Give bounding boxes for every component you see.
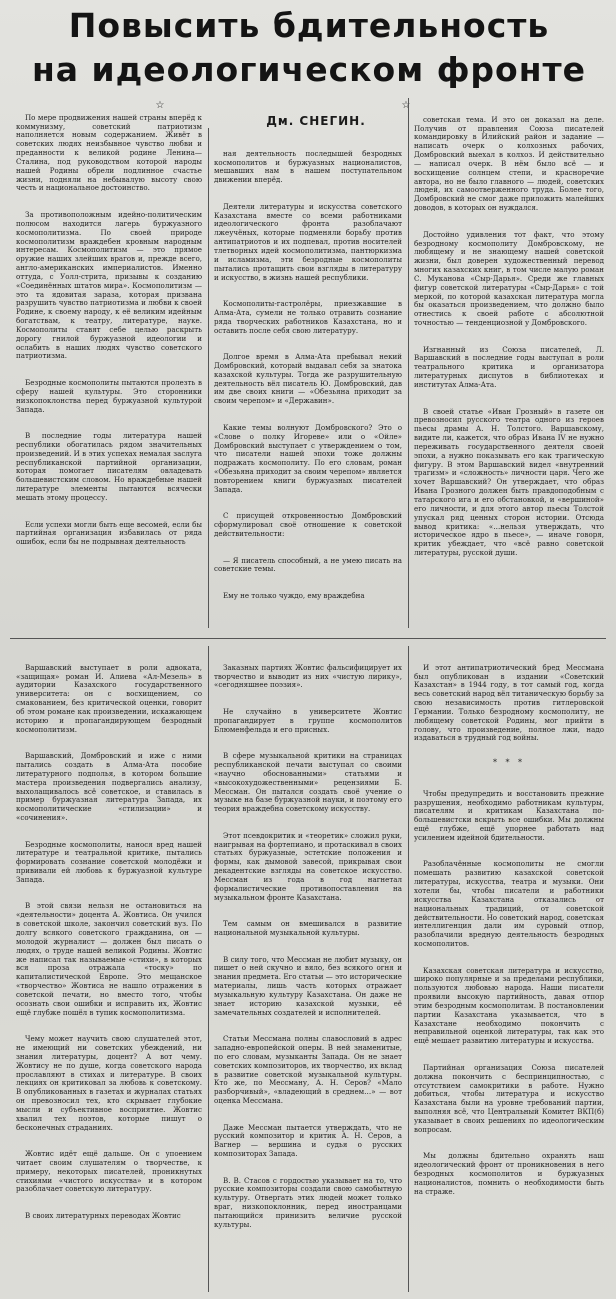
- headline-line-1: Повысить бдительность: [68, 6, 550, 45]
- column-bottom-right-upper: [414, 646, 607, 754]
- paragraph: Даже Мессман пытается утверждать, что не русский композитор и критик А. Н. Серов, а Вагнер — вершина и судья о русских композиторах Запада.: [214, 1122, 405, 1159]
- paragraph: В сфере музыкальной критики на страницах республиканской печати выступал со своими «научно обоснованными» статьями и «высокохудожественными» рецензиями Б. Мессман. Он пытался создать своё учение о музыке на базе буржуазной науки, и поэтому его теория враждебна советскому искусству.: [214, 751, 405, 814]
- paragraph: Мы должны бдительно охранять наш идеологический фронт от проникновения в него безродных космополитов и буржуазных националистов, помнить о необходимости быть на страже.: [414, 1151, 607, 1196]
- star-ornament-right: ☆: [401, 100, 411, 111]
- paragraph: Не случайно в университете Жовтис пропагандирует в группе космополитов Блюменфельда и его присных.: [214, 706, 405, 734]
- paragraph: Варшавский выступает в роли адвоката, «защищая» роман И. Алиева «Ал-Мезель» в аудитории Казахского государственного университета: он с восхищением, со смакованием, без критической оценки, говорит об этом романе как произведении, искажающем историю и пропагандирующем безродный космополитизм.: [16, 662, 205, 734]
- paragraph: Варшавский, Домбровский и иже с ними пытались создать в Алма-Ата пособие литературного подполья, в котором большие мастера произведения подвергались анализу, выхолащивалось всё советское, и ставилась в пример буржуазная литература Запада, их космополитические «стилизации» и «сочинения».: [16, 751, 205, 823]
- paragraph: Чему может научить свою слушателей этот, не имеющий ни советских убеждений, ни знания литературы, доцент? А вот чему. Жовтису не по душе, когда советского народа прославляют в стихах и литературе. В своих лекциях он критиковал за любовь к советскому. В опубликованных в газетах и журналах статьях он превозносил тех, кто скрывает глубокие мысли и субъективное восприятие. Жовтис хвалил тех поэтов, которые пишут о бесконечных страданиях.: [16, 1034, 205, 1132]
- paragraph: Этот псевдокритик и «теоретик» сложил руки, наигрывая на фортепиано, и протаскивал в своих статьях буржуазные, эстетские положения и формы, как дымовой завесой, прикрывая свои декадентские взгляды на советское искусство. Мессман из года в год нагнетал формалистические противопоставления на музыкальном фронте Казахстана.: [214, 830, 405, 902]
- paragraph: Партийная организация Союза писателей должна покончить с беспринципностью, с отсутствием самокритики в работе. Нужно добиться, чтобы литература и искусство Казахстана были на уровне требований партии, выполняя всё, что Центральный Комитет ВКП(б) указывает в своих решениях по идеологическим вопросам.: [414, 1062, 607, 1134]
- paragraph: Заказных партиях Жовтис фальсифицирует их творчество и выводит из них «чистую лирику», «сегодняшнее поэзия».: [214, 662, 405, 690]
- paragraph: Достойно удивления тот факт, что этому безродному космополиту Домбровскому, не любящему и не знающему нашей советской жизни, был доверен художественный перевод многих казахских книг, в том числе малую роман С. Муканова «Сыр-Дарья». Среди же главных фигур советской литературы «Сыр-Дарья» с той меркой, по которой казахская литература могла бы оказаться произведением, что должно было отнестись к своей работе с абсолютной точностью — тенденциозной у Домбровского.: [414, 229, 607, 328]
- paragraph: советская тема. И это он доказал на деле. Получив от правления Союза писателей командировку в Илийский район и задание — написать очерк о колхозных рабочих, Домбровский выехал в колхоз. И действительно — написал очерк. В нём было всё — и восхищение солнцем степи, и красноречие автора, но не было главного — людей, советских людей, их самоотверженного труда. Более того, Домбровский не смог даже приложить малейших доводов, в которых он нуждался.: [414, 114, 607, 213]
- section-break: * * *: [492, 758, 526, 767]
- paragraph: ная деятельность последышей безродных космополитов и буржуазных националистов, мешавших нам в нашем поступательном движении вперёд.: [214, 148, 405, 185]
- column-rule: [408, 98, 409, 628]
- column-top-right: [414, 98, 607, 630]
- paragraph: Какие темы волнуют Домбровского? Это о «Слове о полку Игореве» или о «Ойле» Домбровский выступает с утверждением о том, что писатели нашей эпохи тоже должны подражать космополиту. По его словам, роман «Обезьяна приходит за своим черепом» является повторением книги буржуазных писателей Запада.: [214, 422, 405, 494]
- column-bottom-left: [16, 646, 205, 1292]
- paragraph: — Я писатель способный, а не умею писать на советские темы.: [214, 555, 405, 574]
- column-rule: [208, 646, 209, 1292]
- paragraph: Безродные космополиты пытаются пролезть в сферу нашей культуры. Это сторонники низкопоклонства перед буржуазной культурой Запада.: [16, 378, 205, 414]
- paragraph: Статьи Мессмана полны славословий в адрес западно-европейской оперы. В ней знаменитые, по его словам, музыканты Запада. Он не знает советских композиторов, их творчество, их вклад в развитие советской музыкальной культуры. Кто же, по Мессману, А. Н. Серов? «Мало разборчивый», «владеющий в среднем…» — вот оценка Мессмана.: [214, 1034, 405, 1106]
- paragraph: В этой связи нельзя не остановиться на «деятельности» доцента А. Жовтиса. Он учился в советской школе, закончил советский вуз. По долгу всякого советского гражданина, он — молодой журналист — должен был писать о людях, о труде нашей великой Родины. Жовтис же написал так называемые «стихи», в которых вся проза отражала «тоску» по капиталистической Европе. Это мещанское «творчество» Жовтиса не нашло отражения в советской печати, но вместо того, чтобы осознать свои ошибки и исправить их, Жовтис ещё глубже пошёл в тупик космополитизма.: [16, 901, 205, 1017]
- star-ornament-left: ☆: [155, 100, 165, 111]
- paragraph: Чтобы предупредить и восстановить прежние разрушения, необходимо работникам культуры, писателям и критикам Казахстана по-большевистски вскрыть все ошибки. Мы должны ещё глубже, ещё упорнее работать над усилением идейной бдительности.: [414, 788, 607, 842]
- paragraph: Ему не только чуждо, ему враждебна: [223, 590, 365, 600]
- paragraph: Деятели литературы и искусства советского Казахстана вместе со всеми работниками идеологического фронта разоблачают лжеучёных, которые подменяли борьбу против антипатриотов и их подпевал, против носителей тлетворных идей космополитизма, пантюркизма и исламизма, эти безродные космополиты пытались протащить свои взгляды в литературу и искусство, в жизнь нашей республики.: [214, 201, 405, 282]
- paragraph: По мере продвижения нашей страны вперёд к коммунизму, советский патриотизм наполняется новым содержанием. Живёт в советских людях неизбывное чувство любви и преданности к великой родине Ленина—Сталина, под руководством которой народы нашей Родины обрели подлинное счастье жизни, подняли на небывалую высоту свою честь и национальное достоинство.: [16, 112, 205, 193]
- paragraph: Жовтис идёт ещё дальше. Он с упоением читает своим слушателям о творчестве, к примеру, некоторых писателей, проникнутых стихиями «чистого искусства» и в котором разоблачает советскую литературу.: [16, 1149, 205, 1194]
- section-divider: [10, 638, 606, 639]
- paragraph: Разоблачённые космополиты не смогли помешать развитию казахской советской литературы, искусства, театра и музыки. Они хотели бы, чтобы писатели и работники искусства Казахстана отказались от национальных традиций, от советской действительности. Но советский народ, советская интеллигенция дали им суровый отпор, разоблачили вредную деятельность безродных космополитов.: [414, 859, 607, 949]
- paragraph: Казахская советская литература и искусство, широко популярные и за пределами республики, пользуются любовью народа. Наши писатели проявили высокую партийность, давая отпор этим безродным космополитам. В постановлении партии Казахстана указывается, что в Казахстане необходимо покончить с неправильной оценкой литературы, так как это ещё мешает развитию литературы и искусства.: [414, 965, 607, 1046]
- paragraph: С присущей откровенностью Домбровский сформулировал своё отношение к советской действительности:: [214, 511, 405, 538]
- headline: [14, 4, 604, 92]
- headline-line-2: на идеологическом фронте: [31, 50, 587, 89]
- paragraph: В последние годы литература нашей республики обогатилась рядом значительных произведений. И в этих успехах немалая заслуга республиканской партийной организации, которая помогает писателям овладевать большевистским словом. Но враждебные нашей литературе элементы пытаются всячески мешать этому процессу.: [16, 431, 205, 502]
- column-bottom-middle: [214, 646, 405, 1292]
- paragraph: Долгое время в Алма-Ата пребывал некий Домбровский, который выдавал себя за знатока казахской культуры. Тогда же разрушительную деятельность вёл писатель Ю. Домбровский, дав им две своих книги — «Обезьяна приходит за своим черепом» и «Державин».: [214, 352, 405, 406]
- paragraph: Космополиты-гастролёры, приезжавшие в Алма-Ата, сумели не только отравить сознание ряда творческих работников Казахстана, но и оставить после себя свою литературу.: [214, 299, 405, 335]
- column-bottom-right-lower: [414, 772, 607, 1292]
- column-rule: [208, 128, 209, 628]
- column-top-middle: [214, 132, 405, 630]
- paragraph: В силу того, что Мессман не любит музыку, он пишет о ней скучно и вяло, без всякого огня и знания предмета. Его статьи — это исторические материалы, лишь часть которых отражает музыкальную культуру Казахстана. Он даже не знает историю казахской музыки, её замечательных создателей и исполнителей.: [214, 954, 405, 1017]
- paragraph: За противоположным идейно-политическим полюсом находится лагерь буржуазного космополитизма. По своей природе космополитизм враждебен кровным народным интересам. Космополитизм — это прямое оружие наших злейших врагов и, прежде всего, англо-американских империалистов. Именно оттуда, с Уолл-стрита, призывы к созданию «Соединённых штатов мира». Космополитизм — это та ядовитая зараза, которая призвана разрушить чувство патриотизма и любви к своей Родине, к своему народу, к её великим идейным богатствам, к театру, литературе, науке. Космополиты ставят себе целью раскрыть дорогу гнилой буржуазной идеологии и ослабить в наших людях чувство советского патриотизма.: [16, 209, 205, 361]
- paragraph: Тем самым он вмешивался в развитие национальной музыкальной культуры.: [214, 919, 405, 937]
- paragraph: И этот антипатриотический бред Мессмана был опубликован в издании «Советский Казахстан» в 1944 году, в тот самый год, когда весь советский народ вёл титаническую борьбу за свою независимость против гитлеровской Германии. Только безродному космополиту, не любящему советской Родины, мог прийти в голову, что произведение, полное лжи, надо издаваться в трудный год войны.: [414, 662, 607, 743]
- byline: Дм. СНЕГИН.: [266, 114, 366, 128]
- paragraph: Безродные космополиты, нанося вред нашей литературе и театральной критике, пытались формировать сознание советской молодёжи и прививали ей любовь к буржуазной культуре Запада.: [16, 839, 205, 884]
- paragraph: В своих литературных переводах Жовтис: [25, 1211, 181, 1220]
- column-rule: [408, 646, 409, 1292]
- paragraph: В своей статье «Иван Грозный» в газете он превозносил русского театра одного из героев пьесы драмы А. Н. Толстого. Варшавскому, видите ли, кажется, что образ Ивана IV не нужно переживать государственного деятеля своей эпохи, а нужно показывать его как трагическую фигуру. В этом Варшавский видел «внутренний трагизм» и «сложность» личности царя. Чего же хочет Варшавский? Он утверждает, что образ Ивана Грозного должен быть правдоподобным с татарского ига и его обстановкой, и «вершиной» его личности, и для этого автор пьесы Толстой упускал ряд ценных сторон истории. Отсюда вывод критика: «…нельзя утверждать, что историческое ядро в пьесе», — иначе говоря, критик убеждает, что «всё равно советской литературы, русской души.: [414, 406, 607, 558]
- paragraph: В. В. Стасов с гордостью указывает на то, что русские композиторы создали свою самобытную культуру. Отвергать этих людей может только враг, низкопоклонник, перед иностранцами пытающийся принизить величие русской культуры.: [214, 1175, 405, 1229]
- column-top-left: [16, 96, 205, 630]
- paragraph: Если успехи могли быть еще весомей, если бы партийная организация избавилась от ряда ошибок, если бы не подрывная деятельность: [16, 519, 205, 547]
- paragraph: Изгнанный из Союза писателей, Л. Варшавский в последние годы выступал в роли театрального критика и организатора литературных диспутов в библиотеках и институтах Алма-Ата.: [414, 344, 607, 389]
